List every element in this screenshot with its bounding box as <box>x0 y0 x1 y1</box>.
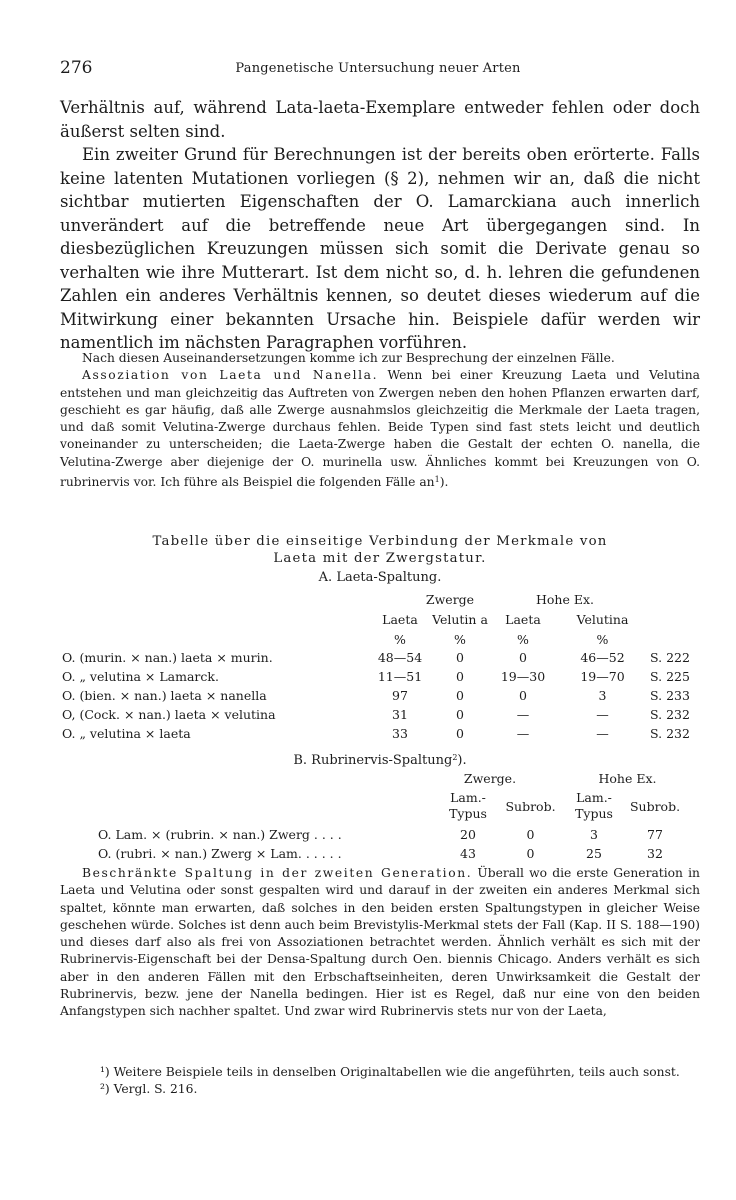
table-b-lam-line-1: Lam.- <box>576 790 612 805</box>
table-a-value: — <box>516 707 530 722</box>
table-b-lam-line-2: Typus <box>449 806 487 821</box>
table-b-col-header-lam <box>438 790 498 822</box>
table-a-value: 0 <box>456 707 464 722</box>
paragraph-2: Ein zweiter Grund für Berechnungen ist der bereits oben erörterte. Falls keine latenten Mutationen vorliegen (§ 2), nehmen wir an, daß die nicht sichtbar mutierten Eigenschaften der O. Lamarckiana auch innerlich unverändert auf die betreffende neue Art übergegangen sind. In diesbezüglichen Kreuzungen müssen sich somit die Derivate genau so verhalten wie ihre Mutterart. Ist dem nicht so, d. h. lehren die gefundenen Zahlen ein anderes Verhältnis kennen, so deutet dieses wiederum auf die Mitwirkung einer bekannten Ursache hin. Beispiele dafür werden wir namentlich im nächsten Paragraphen vorführen. <box>60 145 700 352</box>
association-heading: Assoziation von Laeta und Nanella. <box>82 368 379 383</box>
table-a-value: 0 <box>519 650 527 665</box>
table-a-value: 0 <box>519 688 527 703</box>
table-a-value: 48—54 <box>377 650 423 665</box>
page-header <box>60 58 696 82</box>
table-b-section-end: ). <box>457 753 467 768</box>
table-a-value: 11—51 <box>377 669 423 684</box>
table-a-col-header: Laeta <box>382 612 418 627</box>
limited-splitting-paragraph <box>60 865 700 1021</box>
table-a-cross: O. „ velutina × laeta <box>62 726 191 741</box>
table-b-group-zwerge: Zwerge. <box>463 771 517 786</box>
footnote-ref-2: 2 <box>452 753 458 762</box>
table-a-percent-sign: % <box>596 632 609 647</box>
table-a-percent-sign: % <box>517 632 529 647</box>
footnote-2: ²) Vergl. S. 216. <box>100 1082 198 1096</box>
table-a-value: 19—30 <box>500 669 546 684</box>
table-a-percent-sign: % <box>454 632 466 647</box>
running-title: Pangenetische Untersuchung neuer Arten <box>235 61 521 76</box>
limited-splitting-text: Überall wo die erste Generation in Laeta und Velutina oder sonst gespalten wird und darauf in der zweiten ein anderes Merkmal sich spaltet, könnte man erwarten, daß solches in den beiden ersten Spaltungstypen in gleicher Weise geschehen würde. Solches ist denn auch beim Brevistylis-Merkmal stets der Fall (Kap. II S. 188—190) und dieses darf also als frei von Assoziationen betrachtet werden. Ähnlich verhält es sich mit der Rubrinervis-Eigenschaft bei der Densa-Spaltung durch Oen. biennis Chicago. Anders verhält es sich aber in den anderen Fällen mit den Erbschaftseinheiten, deren Unwirksamkeit die Gestalt der Rubrinervis, bezw. jene der Nanella bedingen. Hier ist es Regel, daß nur eine von den beiden Anfangstypen sich nachher spaltet. Und zwar wird Rubrinervis stets nur von der Laeta, <box>60 866 700 1019</box>
table-b-cross: O. (rubri. × nan.) Zwerg × Lam. . . . . . <box>98 846 342 861</box>
table-b-col-header-lam <box>564 790 624 822</box>
table-a-value: — <box>516 726 530 741</box>
table-a-cross: O, (Cock. × nan.) laeta × velutina <box>62 707 276 722</box>
table-b-value: 0 <box>526 846 535 861</box>
footnote-1: ¹) Weitere Beispiele teils in denselben Originaltabellen wie die angeführten, teils auch sonst. <box>100 1065 680 1079</box>
table-a-percent-sign: % <box>394 632 406 647</box>
table-a-value: 0 <box>456 650 464 665</box>
table-b-value: 25 <box>586 846 602 861</box>
table-b-value: 32 <box>647 846 663 861</box>
table-b-section-title <box>60 753 700 768</box>
paragraph-1: Verhältnis auf, während Lata-laeta-Exemplare entweder fehlen oder doch äußerst selten sind. <box>60 98 700 141</box>
limited-splitting-section <box>60 865 700 1021</box>
table-a-value: 0 <box>456 688 464 703</box>
table-b-lam-line-1: Lam.- <box>450 790 486 805</box>
table-a-value: — <box>596 726 609 741</box>
table-a-ref: S. 232 <box>650 726 690 741</box>
table-a-cross: O. „ velutina × Lamarck. <box>62 669 219 684</box>
table-b-lam-line-2: Typus <box>575 806 613 821</box>
table-a-col-header: Velutina <box>576 612 629 627</box>
table-a-value: 0 <box>456 726 464 741</box>
association-section <box>60 350 700 491</box>
association-paragraph <box>60 367 700 491</box>
table-b-value: 77 <box>647 827 663 842</box>
table-b-col-header-subrob: Subrob. <box>505 799 556 814</box>
footnotes <box>60 1064 700 1098</box>
table-b-value: 0 <box>526 827 535 842</box>
table-a-value: 0 <box>456 669 464 684</box>
table-a-ref: S. 222 <box>650 650 690 665</box>
table-b-value: 43 <box>460 846 476 861</box>
table-a-group-zwerge: Zwerge <box>425 592 475 607</box>
table-a-col-header: Velutin a <box>432 612 488 627</box>
table-a-section-title: A. Laeta-Spaltung. <box>318 570 442 585</box>
table-a-value: 97 <box>392 688 408 703</box>
table-a-value: — <box>596 707 609 722</box>
table-a-value: 31 <box>392 707 408 722</box>
intro-line: Nach diesen Auseinandersetzungen komme ich zur Besprechung der einzelnen Fälle. <box>82 351 615 365</box>
table-title <box>60 533 700 567</box>
association-text: Wenn bei einer Kreuzung Laeta und Velutina entstehen und man gleichzeitig das Auftreten von Zwergen neben den hohen Pflanzen erwarten darf, geschieht es gar häufig, daß alle Zwerge ausnahmslos gleichzeitig die Merkmale der Laeta tragen, und daß somit Velutina-Zwerge durchaus fehlen. Beide Typen sind fast stets leicht und deutlich voneinander zu unterscheiden; die Laeta-Zwerge haben die Gestalt der echten O. nanella, die Velutina-Zwerge aber diejenige der O. murinella usw. Ähnliches kommt bei Kreuzungen von O. rubrinervis vor. Ich führe als Beispiel die folgenden Fälle an <box>60 368 700 490</box>
footnote-ref-1: 1 <box>434 475 440 485</box>
table-a-col-header: Laeta <box>505 612 541 627</box>
table-b-col-header-subrob: Subrob. <box>629 799 681 814</box>
association-end: ). <box>439 475 449 490</box>
table-a-value: 19—70 <box>580 669 625 684</box>
page-number: 276 <box>60 58 93 78</box>
table-b-cross: O. Lam. × (rubrin. × nan.) Zwerg . . . . <box>98 827 342 842</box>
table-a-value: 3 <box>598 688 607 703</box>
table-b-value: 20 <box>460 827 476 842</box>
table-a-ref: S. 225 <box>650 669 690 684</box>
table-a-cross: O. (murin. × nan.) laeta × murin. <box>62 650 273 665</box>
table-title-line-1: Tabelle über die einseitige Verbindung der Merkmale von <box>152 534 608 549</box>
table-b-value: 3 <box>590 827 598 842</box>
table-title-line-2: Laeta mit der Zwergstatur. <box>273 551 487 566</box>
table-a-cross: O. (bien. × nan.) laeta × nanella <box>62 688 267 703</box>
table-a-group-hohe: Hohe Ex. <box>536 592 594 607</box>
table-a-ref: S. 233 <box>650 688 690 703</box>
table-b-section-text: B. Rubrinervis-Spaltung <box>293 753 453 768</box>
table-a-value: 33 <box>392 726 408 741</box>
main-text <box>60 96 700 355</box>
table-a-value: 46—52 <box>580 650 625 665</box>
table-b-group-hohe: Hohe Ex. <box>598 771 657 786</box>
table-a-ref: S. 232 <box>650 707 690 722</box>
limited-splitting-heading: Beschränkte Spaltung in der zweiten Generation. <box>82 866 473 880</box>
